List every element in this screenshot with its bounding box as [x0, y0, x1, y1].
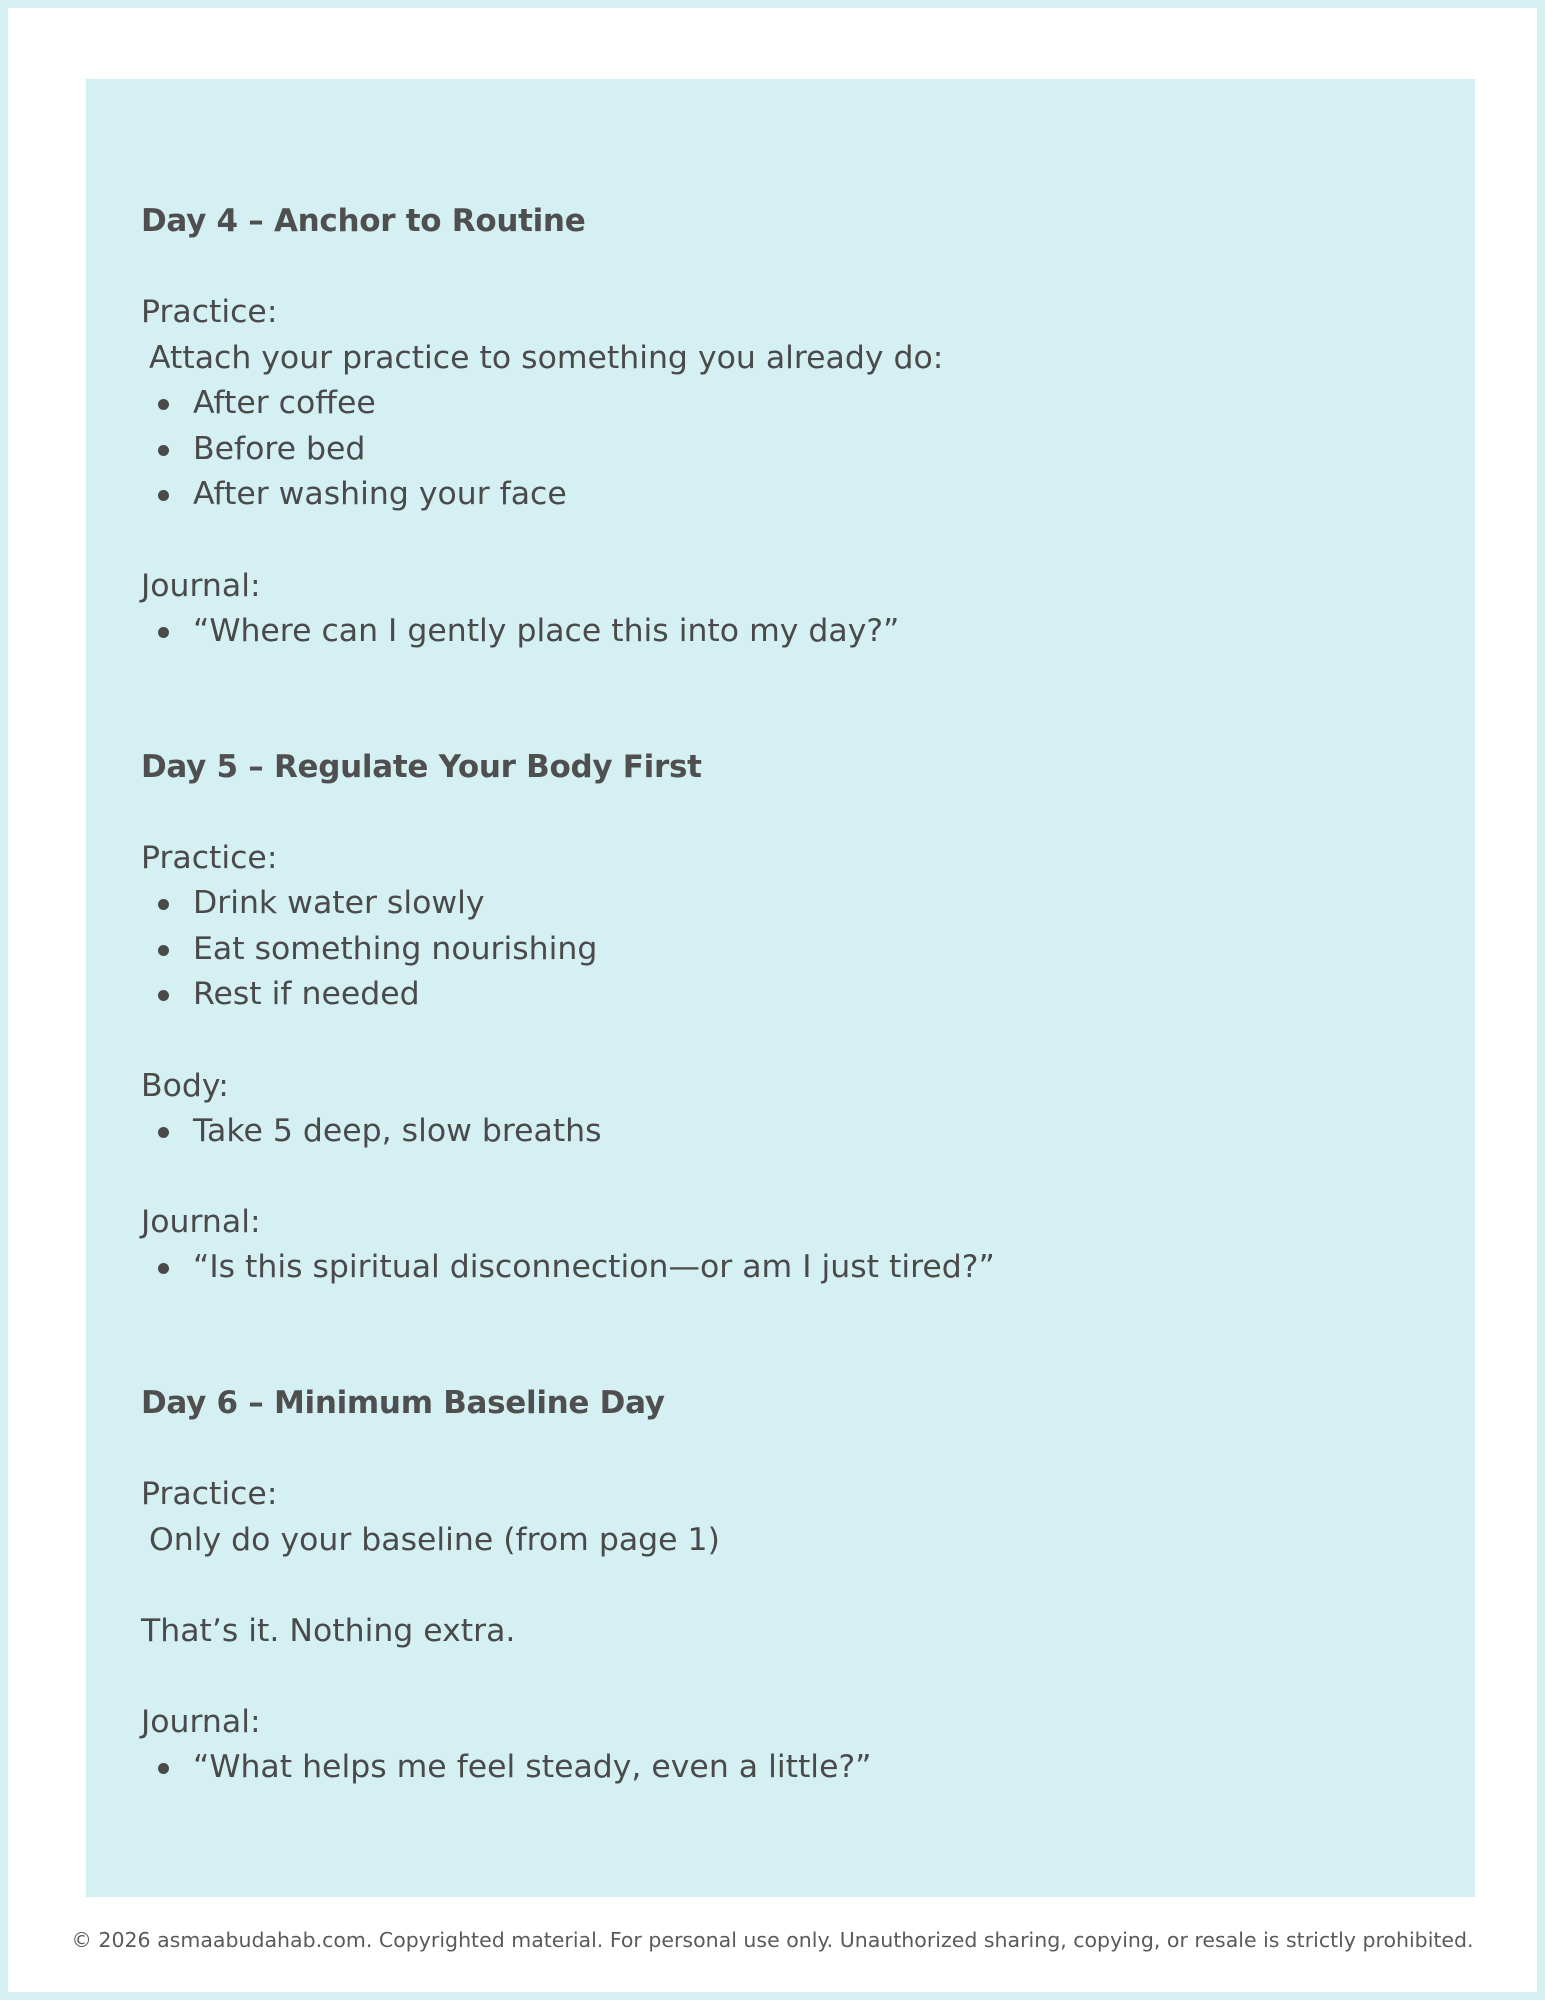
list-item-text: Eat something nourishing — [193, 930, 598, 967]
day-5-body-label: Body: — [141, 1067, 229, 1104]
day-6-practice-text: Only do your baseline (from page 1) — [149, 1522, 720, 1558]
list-item-text: Before bed — [193, 430, 366, 467]
bullet-icon — [158, 627, 169, 638]
page-sheet — [8, 8, 1537, 1992]
list-item-text: “What helps me feel steady, even a little?” — [193, 1749, 872, 1785]
day-4-journal-list — [141, 609, 1441, 655]
list-item-text: “Where can I gently place this into my day?” — [193, 612, 900, 649]
bullet-icon — [158, 399, 169, 410]
list-item — [141, 1109, 1441, 1155]
list-item-text: After washing your face — [193, 476, 567, 512]
list-item — [141, 609, 1441, 655]
list-item — [141, 1745, 1441, 1791]
list-item-text: After coffee — [193, 385, 376, 421]
day-5-body-list — [141, 1109, 1441, 1155]
list-item-text: Take 5 deep, slow breaths — [193, 1112, 602, 1149]
day-6-journal-list — [141, 1745, 1441, 1791]
bullet-icon — [158, 1763, 169, 1774]
day-6-section — [141, 1380, 1441, 1791]
list-item — [141, 381, 1441, 427]
bullet-icon — [158, 990, 169, 1001]
day-5-section — [141, 744, 1441, 1291]
day-5-journal-list — [141, 1245, 1441, 1291]
day-5-title: Day 5 – Regulate Your Body First — [141, 749, 702, 785]
list-item — [141, 972, 1441, 1018]
day-4-practice-label: Practice: — [141, 294, 278, 330]
day-6-title: Day 6 – Minimum Baseline Day — [141, 1385, 665, 1421]
bullet-icon — [158, 1127, 169, 1138]
day-6-note: That’s it. Nothing extra. — [141, 1613, 516, 1649]
copyright-footer: © 2026 asmaabudahab.com. Copyrighted material. For personal use only. Unauthorized sharing, copying, or resale is strictly prohibited. — [71, 1928, 1474, 1952]
bullet-icon — [158, 445, 169, 456]
day-6-journal-label: Journal: — [141, 1704, 261, 1740]
list-item — [141, 427, 1441, 473]
day-4-journal-label: Journal: — [141, 567, 261, 604]
list-item — [141, 1245, 1441, 1291]
bullet-icon — [158, 899, 169, 910]
bullet-icon — [158, 490, 169, 501]
day-5-journal-label: Journal: — [141, 1204, 261, 1240]
day-5-practice-label: Practice: — [141, 840, 278, 876]
list-item-text: Drink water slowly — [193, 885, 485, 921]
day-4-practice-intro: Attach your practice to something you already do: — [149, 340, 944, 376]
content-panel — [86, 79, 1475, 1897]
day-5-practice-list — [141, 881, 1441, 1018]
day-4-practice-list — [141, 381, 1441, 518]
day-4-section — [141, 198, 1441, 654]
day-6-practice-label: Practice: — [141, 1476, 278, 1512]
list-item — [141, 881, 1441, 927]
bullet-icon — [158, 1263, 169, 1274]
bullet-icon — [158, 945, 169, 956]
list-item — [141, 927, 1441, 973]
list-item — [141, 472, 1441, 518]
list-item-text: “Is this spiritual disconnection—or am I just tired?” — [193, 1249, 995, 1285]
day-4-title: Day 4 – Anchor to Routine — [141, 203, 586, 239]
list-item-text: Rest if needed — [193, 976, 420, 1012]
